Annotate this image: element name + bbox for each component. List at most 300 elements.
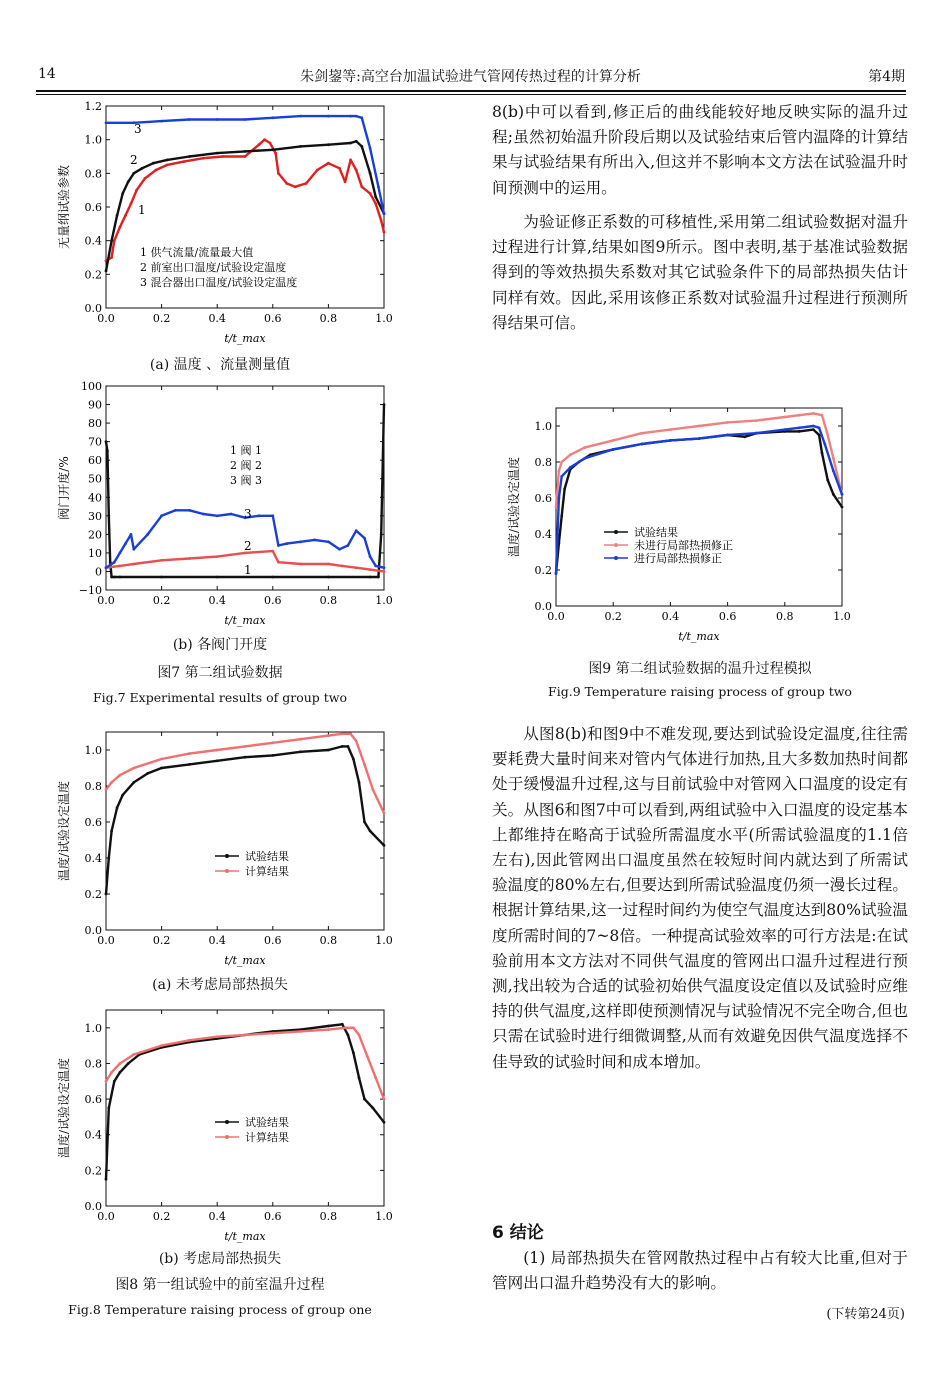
data-point (826, 479, 829, 482)
x-tick-label: 0.2 (152, 594, 171, 607)
data-point (349, 142, 352, 145)
data-point (135, 189, 138, 192)
curve-label: 1 (138, 203, 146, 217)
data-point (377, 185, 380, 188)
data-point (327, 563, 330, 566)
data-point (569, 466, 572, 469)
data-point (347, 745, 350, 748)
legend-entry: 1 阀 1 (230, 444, 262, 457)
legend-marker (225, 1135, 229, 1139)
data-point (244, 1034, 247, 1037)
data-point (188, 155, 191, 158)
data-point (327, 143, 330, 146)
data-point (352, 1026, 355, 1029)
data-point (369, 192, 372, 195)
data-point (383, 212, 386, 215)
data-point (113, 1080, 116, 1083)
data-point (338, 548, 341, 551)
data-point (105, 1178, 108, 1181)
data-point (374, 565, 377, 568)
data-point (812, 428, 815, 431)
data-point (358, 781, 361, 784)
y-tick-label: 1.0 (84, 1021, 102, 1035)
data-point (380, 219, 383, 222)
data-point (341, 745, 344, 748)
data-point (338, 167, 341, 170)
x-axis-label: t/t_max (678, 630, 720, 643)
y-tick-label: 40 (88, 491, 102, 505)
data-point (798, 426, 801, 429)
data-point (798, 430, 801, 433)
data-point (347, 1034, 350, 1037)
y-tick-label: 0.4 (84, 1128, 102, 1142)
data-point (166, 159, 169, 162)
x-tick-label: 0.0 (97, 594, 115, 607)
y-tick-label: −10 (78, 584, 102, 597)
data-point (271, 1032, 274, 1035)
data-point (369, 147, 372, 150)
data-point (116, 214, 119, 217)
y-tick-label: 50 (88, 472, 102, 486)
data-point (327, 576, 330, 579)
curve-label: 1 (244, 563, 252, 577)
x-tick-label: 0.6 (264, 594, 282, 607)
data-point (202, 157, 205, 160)
x-tick-label: 0.0 (97, 934, 115, 947)
data-point (299, 540, 302, 543)
y-tick-label: 0.2 (84, 1164, 102, 1178)
legend-marker (225, 854, 229, 858)
y-tick-label: 0.0 (84, 1200, 102, 1213)
data-point (560, 461, 563, 464)
data-point (299, 750, 302, 753)
data-point (363, 1098, 366, 1101)
legend-marker (225, 869, 229, 873)
x-axis-label: t/t_max (224, 1230, 266, 1243)
data-point (349, 732, 352, 735)
data-point (269, 142, 272, 145)
x-tick-label: 1.0 (375, 1210, 393, 1223)
data-point (146, 772, 149, 775)
data-point (560, 515, 563, 518)
data-point (119, 565, 122, 568)
fig8a-caption: (a) 未考虑局部热损失 (152, 977, 288, 993)
data-point (271, 576, 274, 579)
fig9-plot (500, 398, 860, 652)
data-point (258, 143, 261, 146)
data-point (244, 118, 247, 121)
x-tick-label: 0.2 (152, 1210, 171, 1223)
data-point (355, 529, 358, 532)
curve-label: 3 (134, 122, 142, 136)
data-point (374, 1076, 377, 1079)
data-point (558, 497, 561, 500)
data-point (244, 150, 247, 153)
continued-note: (下转第24页) (826, 1307, 905, 1322)
paragraph-1: 8(b)中可以看到,修正后的曲线能较好地反映实际的温升过程;虽然初始温升阶段后期以及试验结束后管内温降的计算结果与试验结果有所出入,但这并不影响本文方法在试验温升时间预测中的运用。 (492, 103, 908, 197)
data-point (216, 514, 219, 517)
data-point (105, 440, 108, 443)
data-point (113, 239, 116, 242)
header-rule-thin (36, 94, 906, 95)
data-point (812, 412, 815, 415)
data-point (258, 514, 261, 517)
data-point (726, 421, 729, 424)
data-point (188, 557, 191, 560)
data-point (355, 115, 358, 118)
data-point (383, 844, 386, 847)
y-tick-label: 0.8 (84, 780, 102, 793)
y-tick-label: 0.2 (84, 888, 102, 901)
fig7a-plot (40, 96, 400, 354)
data-point (188, 118, 191, 121)
data-point (107, 514, 110, 517)
curve-label: 3 (244, 507, 252, 521)
data-point (798, 414, 801, 417)
x-tick-label: 0.2 (604, 610, 622, 623)
data-point (221, 155, 224, 158)
fig8a-plot (40, 722, 400, 970)
data-point (698, 437, 701, 440)
data-point (327, 115, 330, 118)
y-axis-label: 无量纲试验参数 (57, 164, 71, 250)
legend-marker (225, 1120, 229, 1124)
data-point (374, 196, 377, 199)
data-point (132, 563, 135, 566)
data-point (155, 169, 158, 172)
data-point (105, 1080, 108, 1083)
y-tick-label: 0.6 (84, 816, 102, 829)
fig9-chart (500, 398, 860, 652)
data-point (174, 509, 177, 512)
x-tick-label: 1.0 (375, 934, 393, 947)
data-point (160, 514, 163, 517)
x-tick-label: 0.6 (264, 934, 282, 947)
data-point (347, 544, 350, 547)
x-tick-label: 0.2 (152, 312, 171, 325)
data-point (560, 475, 563, 478)
data-point (216, 555, 219, 558)
data-point (244, 155, 247, 158)
data-point (698, 425, 701, 428)
data-point (244, 756, 247, 759)
data-point (110, 1071, 113, 1074)
data-point (383, 570, 386, 573)
data-point (216, 759, 219, 762)
y-tick-label: 30 (88, 509, 102, 523)
data-point (612, 448, 615, 451)
data-point (377, 576, 380, 579)
legend-entry: 试验结果 (634, 526, 678, 539)
x-tick-label: 0.8 (319, 594, 338, 607)
data-point (383, 231, 386, 234)
data-point (299, 145, 302, 148)
legend-entry: 2 阀 2 (230, 459, 262, 472)
data-point (826, 434, 829, 437)
data-point (244, 745, 247, 748)
paragraph-4: (1) 局部热损失在管网散热过程中占有较大比重,但对于管网出口温升趋势没有大的影响。 (492, 1249, 908, 1293)
data-point (271, 148, 274, 151)
data-point (369, 830, 372, 833)
data-point (832, 457, 835, 460)
plot-frame (106, 386, 384, 590)
data-point (841, 493, 844, 496)
data-point (106, 450, 109, 453)
data-point (363, 821, 366, 824)
y-axis-label: 温度/试验设定温度 (57, 780, 71, 882)
fig8a-chart (40, 722, 400, 970)
data-point (263, 138, 266, 141)
data-point (355, 140, 358, 143)
header-rule (36, 90, 906, 92)
y-tick-label: 0.4 (84, 234, 102, 248)
x-tick-label: 0.0 (97, 1210, 115, 1223)
x-axis-label: t/t_max (224, 614, 266, 627)
data-point (271, 550, 274, 553)
data-point (555, 506, 558, 509)
fig8b-caption: (b) 考虑局部热损失 (158, 1251, 282, 1267)
data-point (352, 1051, 355, 1054)
data-point (299, 115, 302, 118)
data-point (285, 182, 288, 185)
plot-frame (106, 732, 384, 930)
data-point (113, 561, 116, 564)
data-point (374, 202, 377, 205)
y-tick-label: 0.6 (84, 201, 102, 214)
data-point (277, 561, 280, 564)
data-point (271, 754, 274, 757)
data-point (294, 185, 297, 188)
data-point (202, 513, 205, 516)
data-point (146, 533, 149, 536)
data-point (369, 576, 372, 579)
y-tick-label: 0.8 (84, 167, 102, 181)
y-tick-label: 0.8 (534, 456, 552, 469)
data-point (119, 576, 122, 579)
x-tick-label: 0.4 (661, 610, 680, 623)
series-line-2 (106, 1028, 384, 1099)
y-tick-label: 0.8 (84, 1057, 102, 1071)
fig7-title-en: Fig.7 Experimental results of group two (92, 690, 348, 705)
legend-entry: 计算结果 (245, 1131, 289, 1144)
data-point (341, 732, 344, 735)
data-point (327, 749, 330, 752)
section-heading: 6 结论 (492, 1223, 544, 1243)
data-point (127, 180, 130, 183)
x-tick-label: 0.6 (264, 312, 282, 325)
data-point (166, 164, 169, 167)
data-point (583, 446, 586, 449)
x-tick-label: 0.8 (319, 934, 338, 947)
data-point (569, 453, 572, 456)
x-axis-label: t/t_max (224, 954, 266, 967)
legend-entry: 3 阀 3 (230, 474, 262, 487)
legend-marker (614, 530, 618, 534)
data-point (360, 145, 363, 148)
data-point (821, 414, 824, 417)
y-tick-label: 60 (88, 454, 102, 468)
data-point (299, 1030, 302, 1033)
data-point (127, 1062, 130, 1065)
legend-entry: 试验结果 (245, 1116, 289, 1129)
data-point (105, 270, 108, 273)
y-tick-label: 1.0 (84, 133, 102, 147)
data-point (277, 544, 280, 547)
data-point (823, 443, 826, 446)
fig7a-caption: (a) 温度 、流量测量值 (149, 357, 291, 373)
data-point (132, 172, 135, 175)
running-title: 朱剑鋆等:高空台加温试验进气管网传热过程的计算分析 (300, 69, 641, 85)
legend-entry: 进行局部热损修正 (634, 552, 722, 565)
data-point (107, 857, 110, 860)
data-point (341, 565, 344, 568)
paragraph-2: 为验证修正系数的可移植性,采用第二组试验数据对温升过程进行计算,结果如图9所示。图中表明,基于基准试验数据得到的等效热损失系数对其它试验条件下的局部热损失估计同样有效。因此,采用该修正系数对试验温升过程进行预测所得结果可信。 (492, 213, 908, 332)
data-point (360, 116, 363, 119)
data-point (216, 118, 219, 121)
data-point (132, 548, 135, 551)
y-tick-label: 80 (88, 417, 102, 431)
data-point (305, 182, 308, 185)
data-point (121, 794, 124, 797)
x-tick-label: 0.6 (264, 1210, 282, 1223)
data-point (216, 152, 219, 155)
fig7a-chart (40, 96, 400, 354)
data-point (105, 893, 108, 896)
data-point (612, 439, 615, 442)
legend-entry: 1 供气流量/流量最大值 (140, 246, 254, 259)
y-tick-label: 0 (95, 565, 102, 579)
data-point (110, 781, 113, 784)
y-axis-label: 温度/试验设定温度 (57, 1057, 71, 1159)
data-point (363, 763, 366, 766)
data-point (818, 426, 821, 429)
x-tick-label: 0.0 (547, 610, 565, 623)
data-point (726, 434, 729, 437)
data-point (640, 443, 643, 446)
x-axis-label: t/t_max (224, 332, 266, 345)
data-point (821, 452, 824, 455)
y-tick-label: 1.2 (84, 100, 102, 113)
data-point (327, 734, 330, 737)
y-tick-label: 0.6 (534, 492, 552, 505)
data-point (755, 419, 758, 422)
x-tick-label: 0.8 (319, 1210, 338, 1223)
data-point (113, 576, 116, 579)
y-tick-label: 0.4 (84, 852, 102, 865)
fig9-title: 图9 第二组试验数据的温升过程模拟 (588, 661, 812, 677)
data-point (383, 403, 386, 406)
data-point (274, 152, 277, 155)
data-point (271, 741, 274, 744)
y-tick-label: 70 (88, 435, 102, 449)
data-point (160, 120, 163, 123)
data-point (130, 533, 133, 536)
data-point (110, 256, 113, 259)
y-axis-label: 温度/试验设定温度 (507, 456, 521, 558)
y-tick-label: 0.0 (84, 302, 102, 315)
data-point (182, 160, 185, 163)
data-point (110, 830, 113, 833)
data-point (341, 1023, 344, 1026)
data-point (119, 1062, 122, 1065)
data-point (369, 172, 372, 175)
data-point (783, 428, 786, 431)
data-point (383, 566, 386, 569)
data-point (105, 121, 108, 124)
data-point (188, 763, 191, 766)
data-point (358, 1034, 361, 1037)
data-point (583, 457, 586, 460)
data-point (327, 1025, 330, 1028)
curve-label: 2 (244, 539, 252, 553)
data-point (812, 425, 815, 428)
y-tick-label: 0.0 (534, 600, 552, 613)
y-tick-label: 0.2 (84, 268, 102, 282)
data-point (271, 514, 274, 517)
data-point (832, 470, 835, 473)
legend-entry: 2 前室出口温度/试验设定温度 (140, 261, 287, 274)
x-tick-label: 1.0 (375, 312, 393, 325)
legend-marker (614, 543, 618, 547)
data-point (369, 555, 372, 558)
data-point (380, 533, 383, 536)
data-point (563, 488, 566, 491)
data-point (349, 159, 352, 162)
x-tick-label: 0.4 (208, 934, 226, 947)
y-tick-label: 1.0 (534, 420, 552, 433)
y-tick-label: 0.6 (84, 1093, 102, 1107)
data-point (160, 758, 163, 761)
data-point (316, 169, 319, 172)
data-point (299, 563, 302, 566)
fig8b-chart (40, 1000, 400, 1244)
data-point (216, 749, 219, 752)
data-point (160, 559, 163, 562)
x-tick-label: 0.6 (718, 610, 737, 623)
data-point (383, 812, 386, 815)
data-point (105, 566, 108, 569)
data-point (363, 537, 366, 540)
data-point (558, 470, 561, 473)
data-point (116, 806, 119, 809)
data-point (121, 192, 124, 195)
data-point (640, 432, 643, 435)
x-tick-label: 1.0 (375, 594, 393, 607)
data-point (352, 758, 355, 761)
paragraph-3: 从图8(b)和图9中不难发现,要达到试验设定温度,往往需要耗费大量时间来对管内气体进行加热,且大多数加热时间都处于缓慢温升过程,这与目前试验中对管网入口温度的设定有关。从图6和图7中可以看到,两组试验中入口温度的设定基本上都维持在略高于试验所需温度水平(所需试验温度的1.1倍左右),因此管网出口温度虽然在较短时间内就达到了所需试验温度的80%左右,但要达到所需试验温度仍须一漫长过程。根据计算结果,这一过程时间约为使空气温度达到80%试验温度所需时间的7~8倍。一种提高试验效率的可行方法是:在试验前用本文方法对不同供气温度的管网出口温升过程进行预测,找出较为合适的试验初始供气温度设定值以及试验时应维持的供气温度,这样即使预测情况与试验情况不完全吻合,但也只需在试验时进行细微调整,从而有效避免因供气温度选择不佳导致的试验时间和成本增加。 (492, 725, 908, 1071)
data-point (383, 1098, 386, 1101)
data-point (141, 167, 144, 170)
y-axis-label: 阀门开度/% (57, 456, 71, 520)
data-point (327, 540, 330, 543)
data-point (119, 552, 122, 555)
data-point (743, 435, 746, 438)
data-point (152, 162, 155, 165)
data-point (107, 1107, 110, 1110)
data-point (313, 539, 316, 542)
data-point (230, 513, 233, 516)
fig8-title-en: Fig.8 Temperature raising process of group one (68, 1302, 372, 1317)
x-tick-label: 0.4 (208, 1210, 226, 1223)
y-tick-label: 0.4 (534, 528, 552, 541)
y-tick-label: 0.0 (84, 924, 102, 937)
fig7-title: 图7 第二组试验数据 (157, 665, 283, 681)
y-tick-label: 100 (81, 380, 102, 393)
series-line-1 (106, 1024, 384, 1179)
data-point (124, 542, 127, 545)
data-point (372, 788, 375, 791)
data-point (344, 180, 347, 183)
